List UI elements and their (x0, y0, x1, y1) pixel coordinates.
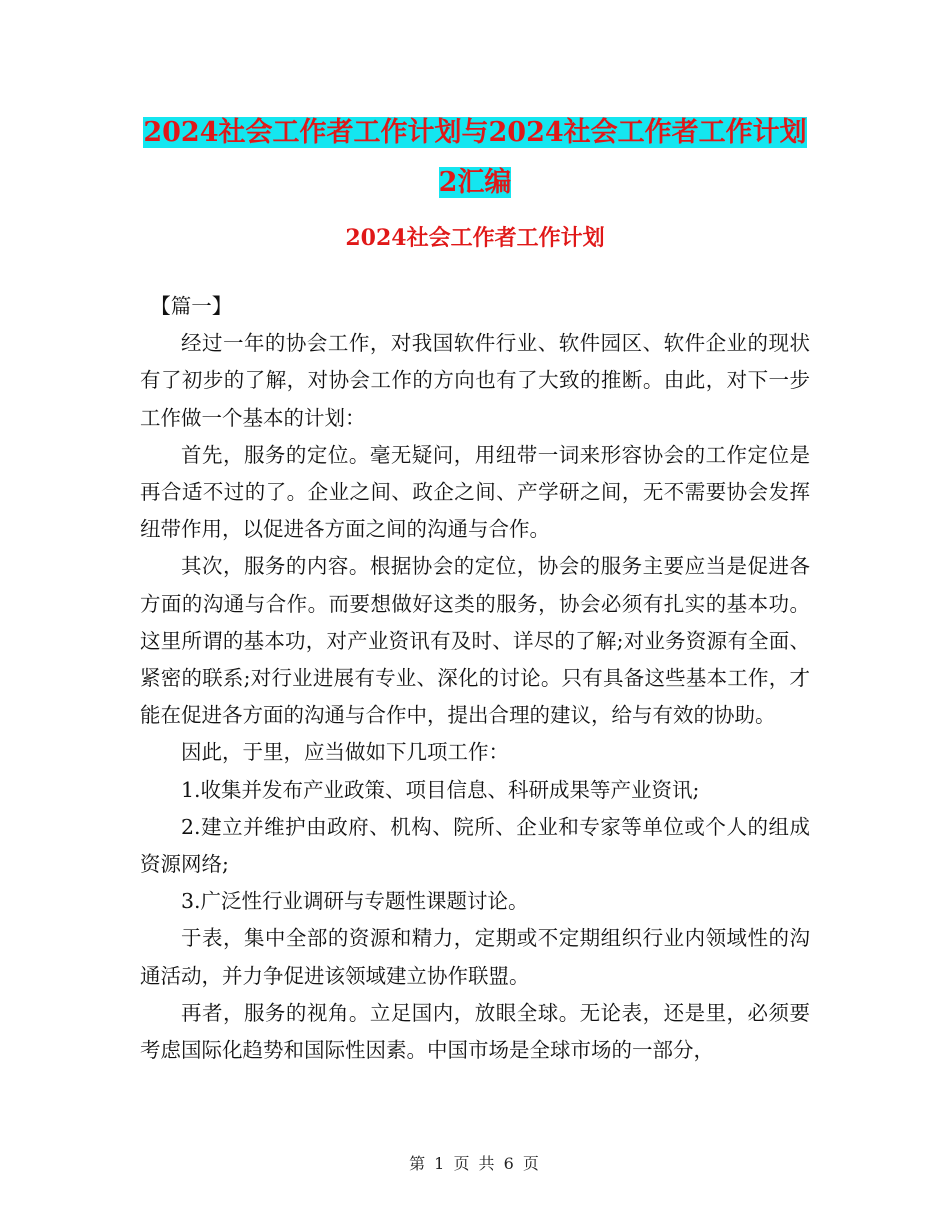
list-item: 2.建立并维护由政府、机构、院所、企业和专家等单位或个人的组成资源网络; (140, 814, 810, 877)
paragraph: 再者，服务的视角。立足国内，放眼全球。无论表，还是里，必须要考虑国际化趋势和国际性因素。中国市场是全球市场的一部分， (140, 1000, 810, 1063)
document-main-title (140, 108, 810, 208)
paragraph: 其次，服务的内容。根据协会的定位，协会的服务主要应当是促进各方面的沟通与合作。而要想做好这类的服务，协会必须有扎实的基本功。这里所谓的基本功，对产业资讯有及时、详尽的了解;对业务资源有全面、紧密的联系;对行业进展有专业、深化的讨论。只有具备这些基本工作，才能在促进各方面的沟通与合作中，提出合理的建议，给与有效的协助。 (140, 554, 810, 728)
paragraph: 因此，于里，应当做如下几项工作： (181, 740, 509, 765)
main-title-line-2: 2汇编 (438, 167, 512, 198)
document-body (140, 288, 810, 1069)
main-title-line-1: 2024社会工作者工作计划与2024社会工作者工作计划 (143, 117, 807, 148)
paragraph: 于表，集中全部的资源和精力，定期或不定期组织行业内领域性的沟通活动，并力争促进该领域建立协作联盟。 (140, 926, 810, 988)
page-footer: 第 1 页 共 6 页 (409, 1154, 541, 1173)
paragraph: 经过一年的协会工作，对我国软件行业、软件园区、软件企业的现状有了初步的了解，对协会工作的方向也有了大致的推断。由此，对下一步工作做一个基本的计划： (140, 331, 810, 430)
section-title: 2024社会工作者工作计划 (345, 225, 605, 251)
list-item: 3.广泛性行业调研与专题性课题讨论。 (181, 889, 529, 914)
paragraph-label: 【篇一】 (150, 294, 233, 318)
list-item: 1.收集并发布产业政策、项目信息、科研成果等产业资讯; (181, 777, 700, 802)
paragraph: 首先，服务的定位。毫无疑问，用纽带一词来形容协会的工作定位是再合适不过的了。企业之间、政企之间、产学研之间，无不需要协会发挥纽带作用，以促进各方面之间的沟通与合作。 (140, 442, 810, 542)
